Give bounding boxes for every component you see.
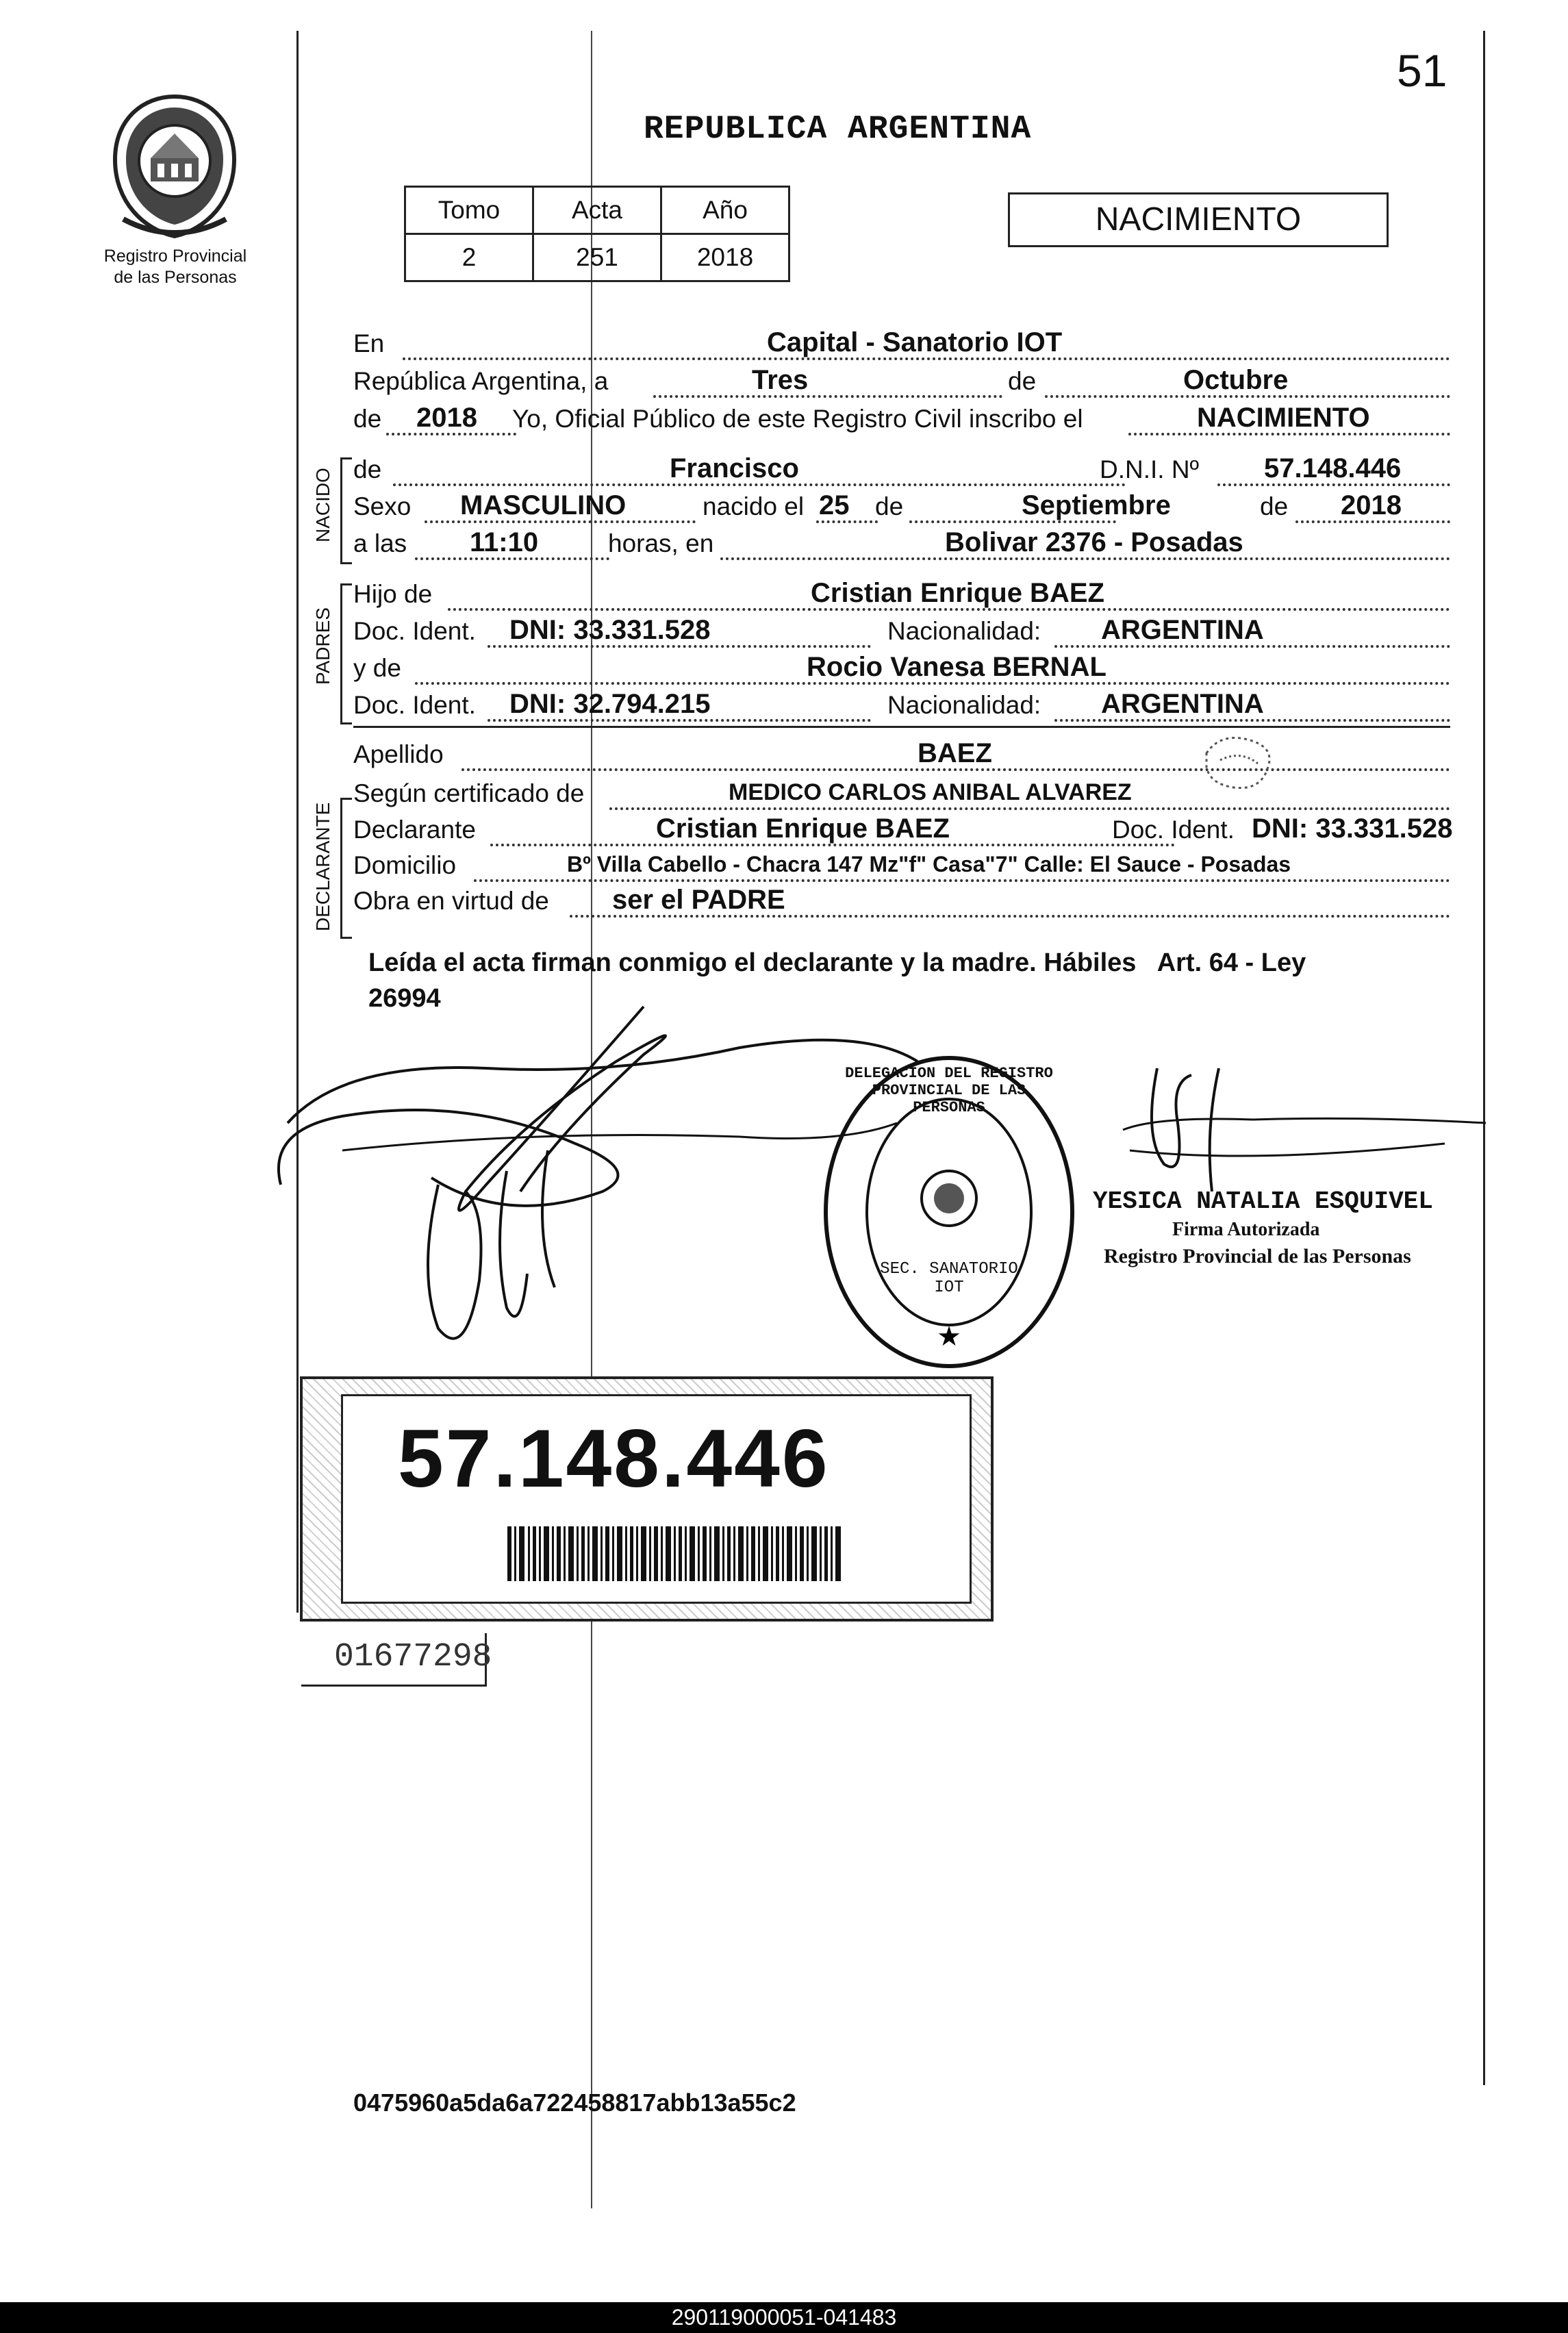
hash-code: 0475960a5da6a722458817abb13a55c2 bbox=[353, 2089, 796, 2117]
header-anio: Año bbox=[661, 187, 789, 234]
value-tomo: 2 bbox=[405, 234, 533, 281]
official-office: Registro Provincial de las Personas bbox=[1104, 1245, 1411, 1268]
label-apellido: Apellido bbox=[353, 740, 444, 768]
declarante-label: DECLARANTE bbox=[312, 802, 333, 931]
dni-barcode bbox=[507, 1526, 843, 1581]
emblem-caption-2: de las Personas bbox=[114, 268, 237, 287]
act-type-value: NACIMIENTO bbox=[1197, 403, 1370, 433]
closing-line-2: 26994 bbox=[368, 984, 441, 1013]
label-de-bmonth: de bbox=[875, 492, 904, 520]
padres-label: PADRES bbox=[312, 607, 333, 685]
stamp-inner-text: SEC. SANATORIO IOT bbox=[880, 1260, 1018, 1297]
month-value: Octubre bbox=[1183, 365, 1289, 395]
footer-code: 290119000051-041483 bbox=[671, 2305, 897, 2330]
child-dni: 57.148.446 bbox=[1264, 453, 1402, 483]
label-en: En bbox=[353, 329, 385, 357]
dni-serial: 01677298 bbox=[334, 1639, 492, 1676]
row-mother-doc bbox=[353, 689, 1450, 730]
mother-nationality: ARGENTINA bbox=[1101, 689, 1264, 719]
apellido-value: BAEZ bbox=[918, 738, 992, 768]
label-hijo-de: Hijo de bbox=[353, 580, 433, 608]
label-nacido-el: nacido el bbox=[703, 492, 805, 520]
label-de-byear: de bbox=[1260, 492, 1289, 520]
certificado-value: MEDICO CARLOS ANIBAL ALVAREZ bbox=[729, 779, 1132, 805]
mother-doc-value: DNI: 32.794.215 bbox=[509, 689, 711, 719]
row-obra bbox=[353, 885, 1450, 926]
sexo-value: MASCULINO bbox=[460, 490, 627, 520]
label-decl-doc: Doc. Ident. bbox=[1112, 816, 1235, 844]
label-de-year: de bbox=[353, 405, 382, 433]
father-nationality: ARGENTINA bbox=[1101, 615, 1264, 645]
declarante-name: Cristian Enrique BAEZ bbox=[656, 814, 950, 844]
header-tomo: Tomo bbox=[405, 187, 533, 234]
child-name: Francisco bbox=[670, 453, 799, 483]
footer-bar bbox=[0, 2302, 1568, 2333]
declarante-doc: DNI: 33.331.528 bbox=[1252, 814, 1453, 844]
stamp-ring-text: DELEGACION DEL REGISTRO PROVINCIAL DE LAS PERSONAS bbox=[845, 1065, 1053, 1116]
emblem-caption-1: Registro Provincial bbox=[103, 247, 247, 266]
left-margin-line bbox=[296, 31, 299, 1613]
padres-bracket bbox=[340, 583, 352, 724]
row-oficial bbox=[353, 403, 1450, 444]
value-anio: 2018 bbox=[661, 234, 789, 281]
official-title: Firma Autorizada bbox=[1172, 1219, 1320, 1240]
label-declarante: Declarante bbox=[353, 816, 476, 844]
time-value: 11:10 bbox=[470, 527, 539, 557]
place-value: Capital - Sanatorio IOT bbox=[767, 327, 1063, 357]
value-acta: 251 bbox=[533, 234, 661, 281]
label-republica: República Argentina, a bbox=[353, 367, 609, 395]
page-title: REPUBLICA ARGENTINA bbox=[644, 111, 1032, 148]
label-father-doc: Doc. Ident. bbox=[353, 617, 476, 645]
birth-month-value: Septiembre bbox=[1022, 490, 1171, 520]
label-certificado: Según certificado de bbox=[353, 779, 585, 807]
birth-day-value: 25 bbox=[819, 490, 850, 520]
dni-serial-box bbox=[301, 1633, 492, 1687]
row-nacido-hora bbox=[353, 527, 1450, 568]
shield-icon bbox=[110, 92, 240, 240]
record-type-box: NACIMIENTO bbox=[1008, 192, 1389, 247]
nacido-bracket bbox=[340, 457, 352, 564]
address-value: Bº Villa Cabello - Chacra 147 Mz"f" Casa"7" Calle: El Sauce - Posadas bbox=[567, 852, 1291, 877]
label-mother-doc: Doc. Ident. bbox=[353, 691, 476, 719]
record-table bbox=[404, 186, 790, 282]
label-de-name: de bbox=[353, 455, 382, 483]
birth-place-value: Bolivar 2376 - Posadas bbox=[945, 527, 1243, 557]
declarante-bracket bbox=[340, 798, 352, 939]
day-value: Tres bbox=[752, 365, 809, 395]
label-obra: Obra en virtud de bbox=[353, 887, 549, 915]
obra-value: ser el PADRE bbox=[612, 885, 785, 915]
label-horas: horas, en bbox=[608, 529, 714, 557]
nacido-label: NACIDO bbox=[312, 468, 333, 542]
father-doc-value: DNI: 33.331.528 bbox=[509, 615, 711, 645]
official-name: YESICA NATALIA ESQUIVEL bbox=[1093, 1187, 1433, 1215]
birth-year-value: 2018 bbox=[1341, 490, 1402, 520]
province-emblem bbox=[110, 92, 240, 240]
label-mother-nac: Nacionalidad: bbox=[887, 691, 1041, 719]
label-a-las: a las bbox=[353, 529, 407, 557]
father-name: Cristian Enrique BAEZ bbox=[811, 578, 1104, 608]
page-number: 51 bbox=[1397, 45, 1447, 96]
label-father-nac: Nacionalidad: bbox=[887, 617, 1041, 645]
header-acta: Acta bbox=[533, 187, 661, 234]
label-de-month: de bbox=[1008, 367, 1037, 395]
dni-card bbox=[300, 1376, 994, 1622]
year-value: 2018 bbox=[416, 403, 477, 433]
label-domicilio: Domicilio bbox=[353, 851, 457, 879]
label-y-de: y de bbox=[353, 654, 401, 682]
label-dni: D.N.I. Nº bbox=[1100, 455, 1200, 483]
mother-name: Rocio Vanesa BERNAL bbox=[807, 652, 1107, 682]
closing-line-1: Leída el acta firman conmigo el declarante y la madre. Hábiles Art. 64 - Ley bbox=[368, 948, 1306, 977]
label-sexo: Sexo bbox=[353, 492, 412, 520]
oficial-text: Yo, Oficial Público de este Registro Civil inscribo el bbox=[512, 405, 1083, 433]
svg-text:★: ★ bbox=[937, 1321, 961, 1352]
official-signature bbox=[1116, 1055, 1500, 1191]
dni-card-number: 57.148.446 bbox=[398, 1413, 830, 1504]
